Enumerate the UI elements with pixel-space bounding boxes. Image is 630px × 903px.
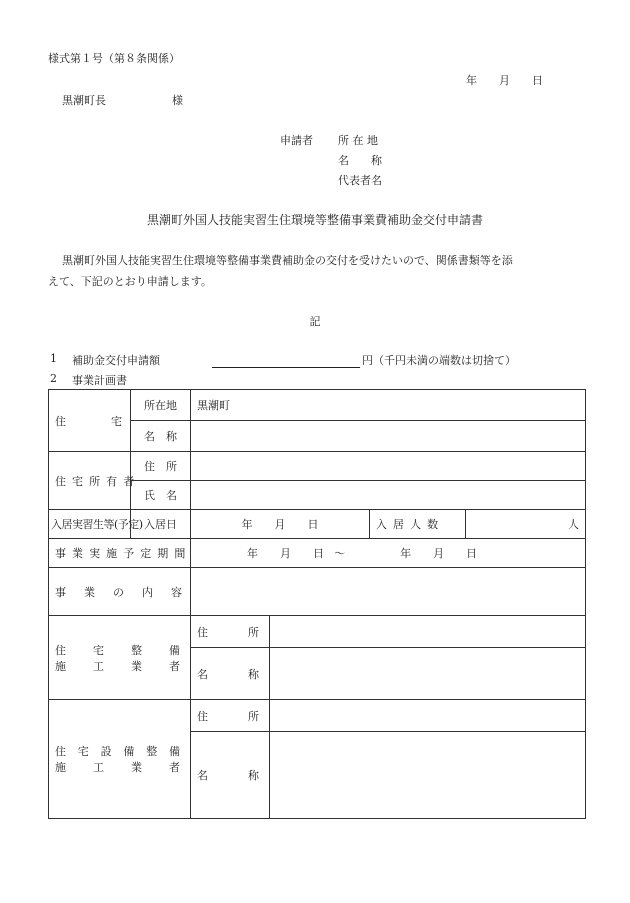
content-label: 事 業 の 内 容: [49, 568, 191, 616]
builder-address-field[interactable]: [270, 616, 586, 648]
yen-unit: 円: [362, 354, 373, 367]
body-text-line1: 黒潮町外国人技能実習生住環境等整備事業費補助金の交付を受けたいので、関係書類等を添: [62, 254, 513, 267]
housing-header: 住 宅: [49, 390, 131, 452]
housing-name-label: 名 称: [131, 421, 191, 452]
grant-amount-field[interactable]: [212, 352, 516, 368]
grant-amount-underline: [212, 355, 360, 368]
applicant-label: 申請者: [280, 134, 313, 147]
residents-count-label: 入居人数: [370, 510, 466, 539]
owner-header: 住宅所有者: [49, 452, 131, 510]
equip-address-field[interactable]: [270, 700, 586, 732]
applicant-name-label: 名 称: [338, 154, 382, 167]
equip-name-field[interactable]: [270, 732, 586, 819]
addressee: 黒潮町長 様: [62, 94, 183, 107]
content-field[interactable]: [191, 568, 586, 616]
move-in-label: 入居日: [131, 510, 191, 539]
body-text-line2: えて、下記のとおり申請します。: [48, 275, 212, 288]
item1-number: 1: [50, 352, 57, 365]
document-title: 黒潮町外国人技能実習生住環境等整備事業費補助金交付申請書: [146, 213, 483, 227]
equip-builder-header: 住 宅 設 備 整 備 施 工 業 者: [49, 700, 191, 819]
resident-header: 入居実習生等(予定): [49, 510, 131, 539]
period-field[interactable]: 年 月 日 〜 年 月 日: [191, 539, 586, 568]
builder-address-label: 住 所: [191, 616, 270, 648]
builder-name-field[interactable]: [270, 648, 586, 700]
builder-header: 住 宅 整 備 施 工 業 者: [49, 616, 191, 700]
location-value[interactable]: 黒潮町: [191, 390, 586, 421]
owner-name-field[interactable]: [191, 481, 586, 510]
move-in-date-field[interactable]: 年 月 日: [191, 510, 370, 539]
item2-label: 事業計画書: [72, 374, 127, 387]
period-label: 事業実施予定期間: [49, 539, 191, 568]
applicant-rep-label: 代表者名: [338, 174, 382, 187]
equip-address-label: 住 所: [191, 700, 270, 732]
owner-name-label: 氏 名: [131, 481, 191, 510]
housing-name-field[interactable]: [191, 421, 586, 452]
business-plan-table: [48, 389, 586, 819]
location-label: 所在地: [131, 390, 191, 421]
rounding-note: （千円未満の端数は切捨て）: [373, 354, 516, 367]
owner-address-label: 住 所: [131, 452, 191, 481]
date-line: 年 月 日: [466, 74, 543, 87]
residents-count-field[interactable]: 人: [466, 510, 586, 539]
applicant-address-label: 所 在 地: [338, 134, 378, 147]
builder-name-label: 名 称: [191, 648, 270, 700]
form-number: 様式第１号（第８条関係）: [48, 52, 180, 65]
ki-label: 記: [309, 315, 321, 328]
item1-label: 補助金交付申請額: [72, 354, 160, 367]
item2-number: 2: [50, 372, 57, 385]
equip-name-label: 名 称: [191, 732, 270, 819]
owner-address-field[interactable]: [191, 452, 586, 481]
